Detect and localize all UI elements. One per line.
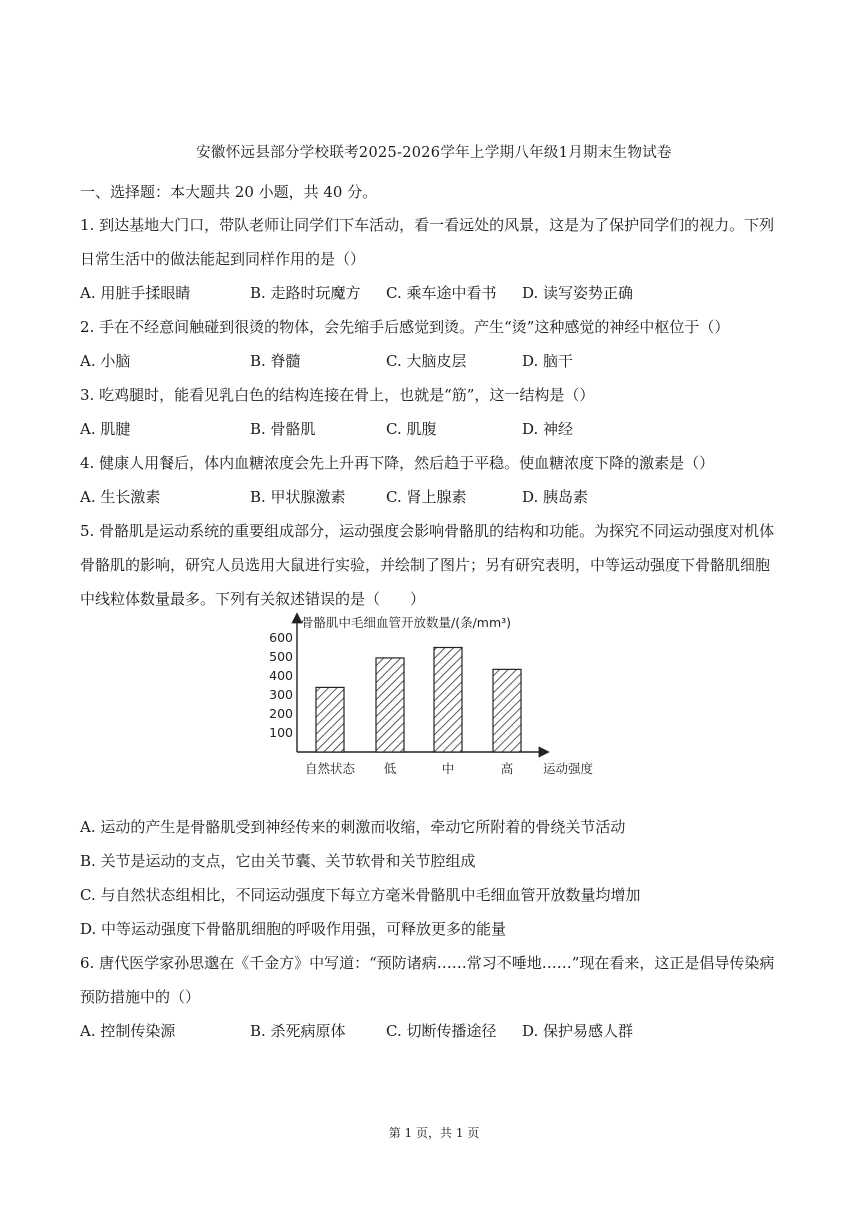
q6-stem-line1: 6. 唐代医学家孙思邈在《千金方》中写道：“预防诸病……常习不唾地……”现在看来，这正是倡导传染病: [80, 954, 775, 972]
x-category-label: 中: [441, 761, 455, 776]
bar-3: [434, 648, 462, 753]
page-footer: 第 1 页，共 1 页: [388, 1126, 480, 1140]
section-heading: 一、选择题：本大题共 20 小题，共 40 分。: [80, 183, 378, 201]
q3-option-a: A. 肌腱: [80, 420, 131, 438]
q6-option-c: C. 切断传播途径: [386, 1022, 497, 1040]
q3-option-d: D. 神经: [522, 420, 574, 438]
q5-option-b: B. 关节是运动的支点，它由关节囊、关节软骨和关节腔组成: [80, 852, 476, 870]
y-tick-label: 300: [269, 687, 293, 702]
bar-2: [376, 658, 404, 752]
q1-options: [80, 282, 800, 302]
q3-stem: 3. 吃鸡腿时，能看见乳白色的结构连接在骨上，也就是“筋”，这一结构是（）: [80, 386, 595, 404]
q2-stem: 2. 手在不经意间触碰到很烫的物体，会先缩手后感觉到烫。产生“烫”这种感觉的神经中枢位于（）: [80, 318, 730, 336]
q5-option-d: D. 中等运动强度下骨骼肌细胞的呼吸作用强，可释放更多的能量: [80, 920, 507, 938]
q4-option-b: B. 甲状腺激素: [250, 488, 346, 506]
q4-stem: 4. 健康人用餐后，体内血糖浓度会先上升再下降，然后趋于平稳。使血糖浓度下降的激素是（）: [80, 454, 715, 472]
q1-stem-line2: 日常生活中的做法能起到同样作用的是（）: [80, 250, 366, 268]
q2-option-d: D. 脑干: [522, 352, 574, 370]
q2-option-a: A. 小脑: [80, 352, 131, 370]
y-tick-label: 500: [269, 649, 293, 664]
q5-stem-line3: 中线粒体数量最多。下列有关叙述错误的是（ ）: [80, 590, 426, 608]
bar-4: [493, 669, 521, 752]
q6-option-d: D. 保护易感人群: [522, 1022, 634, 1040]
q1-option-a: A. 用脏手揉眼睛: [80, 284, 191, 302]
capillary-bar-chart: [269, 605, 615, 785]
q6-stem-line2: 预防措施中的（）: [80, 988, 201, 1006]
q1-option-b: B. 走路时玩魔方: [250, 284, 361, 302]
y-tick-label: 600: [269, 630, 293, 645]
q6-option-b: B. 杀死病原体: [250, 1022, 346, 1040]
q2-options: [80, 350, 800, 370]
q1-option-c: C. 乘车途中看书: [386, 284, 497, 302]
q6-option-a: A. 控制传染源: [80, 1022, 176, 1040]
q2-option-c: C. 大脑皮层: [386, 352, 467, 370]
y-axis-label: 骨骼肌中毛细血管开放数量/(条/mm³): [301, 615, 512, 630]
x-category-label: 自然状态: [304, 761, 356, 776]
q4-option-a: A. 生长激素: [80, 488, 161, 506]
q4-option-d: D. 胰岛素: [522, 488, 589, 506]
y-tick-label: 400: [269, 668, 293, 683]
bar-1: [316, 687, 344, 752]
q4-options: [80, 486, 800, 506]
x-axis-label: 运动强度: [543, 761, 594, 776]
q1-stem-line1: 1. 到达基地大门口，带队老师让同学们下车活动，看一看远处的风景，这是为了保护同学们的视力。下列: [80, 216, 775, 234]
q5-stem-line2: 骨骼肌的影响，研究人员选用大鼠进行实验，并绘制了图片；另有研究表明，中等运动强度下骨骼肌细胞: [80, 556, 771, 574]
q1-option-d: D. 读写姿势正确: [522, 284, 634, 302]
q4-option-c: C. 肾上腺素: [386, 488, 467, 506]
q5-option-c: C. 与自然状态组相比，不同运动强度下每立方毫米骨骼肌中毛细血管开放数量均增加: [80, 886, 641, 904]
q3-option-c: C. 肌腹: [386, 420, 437, 438]
exam-title: 安徽怀远县部分学校联考2025-2026学年上学期八年级1月期末生物试卷: [196, 145, 672, 161]
q3-option-b: B. 骨骼肌: [250, 420, 316, 438]
x-category-label: 低: [383, 761, 397, 776]
q6-options: [80, 1020, 800, 1040]
q5-option-a: A. 运动的产生是骨骼肌受到神经传来的刺激而收缩，牵动它所附着的骨绕关节活动: [80, 818, 626, 836]
y-tick-label: 100: [269, 725, 293, 740]
q5-stem-line1: 5. 骨骼肌是运动系统的重要组成部分，运动强度会影响骨骼肌的结构和功能。为探究不同运动强度对机体: [80, 522, 775, 540]
x-category-label: 高: [500, 761, 514, 776]
q2-option-b: B. 脊髓: [250, 352, 301, 370]
q3-options: [80, 418, 800, 438]
y-tick-label: 200: [269, 706, 293, 721]
